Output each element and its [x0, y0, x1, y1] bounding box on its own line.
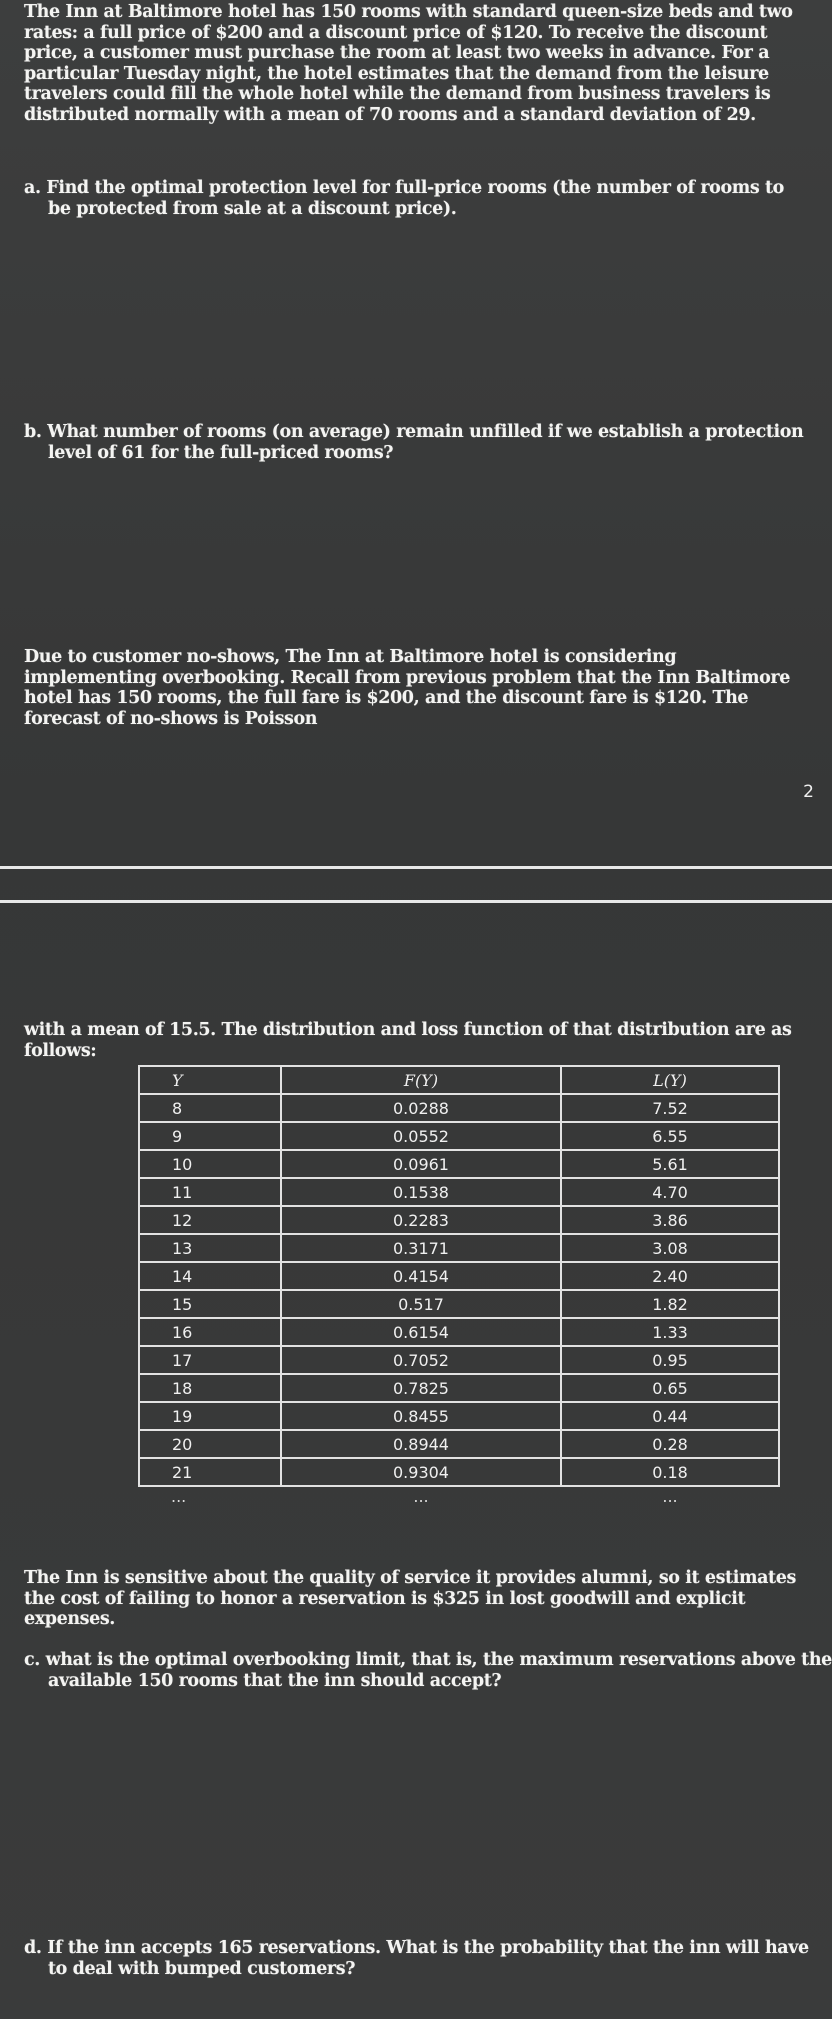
- cell-ly: 1.33: [561, 1318, 779, 1346]
- cell-y: 8: [139, 1094, 281, 1122]
- table-row: [139, 1122, 779, 1150]
- overbooking-intro: Due to customer no-shows, The Inn at Baltimore hotel is considering implementing overbooking. Recall from previous problem that the Inn Baltimore hotel has 150 rooms, the full fare is $200, and the discount fare is $120. The forecast of no-shows is Poisson: [24, 647, 790, 729]
- cell-fy: 0.6154: [281, 1318, 561, 1346]
- cell-fy: 0.7825: [281, 1374, 561, 1402]
- cell-fy: 0.7052: [281, 1346, 561, 1374]
- ellipsis-cell: ...: [171, 1487, 187, 1506]
- table-row: [139, 1458, 779, 1486]
- cell-ly: 2.40: [561, 1262, 779, 1290]
- poisson-table-container: [138, 1065, 780, 1506]
- cell-ly: 0.95: [561, 1346, 779, 1374]
- page-divider-bottom: [0, 900, 832, 903]
- cell-ly: 4.70: [561, 1178, 779, 1206]
- cell-y: 20: [139, 1430, 281, 1458]
- cell-y: 15: [139, 1290, 281, 1318]
- cell-y: 12: [139, 1206, 281, 1234]
- question-b: b. What number of rooms (on average) remain unfilled if we establish a protection level of 61 for the full-priced rooms?: [24, 422, 804, 463]
- cell-fy: 0.8944: [281, 1430, 561, 1458]
- cell-ly: 5.61: [561, 1150, 779, 1178]
- cell-ly: 3.86: [561, 1206, 779, 1234]
- table-row: [139, 1178, 779, 1206]
- table-row: [139, 1318, 779, 1346]
- cell-y: 10: [139, 1150, 281, 1178]
- cell-fy: 0.1538: [281, 1178, 561, 1206]
- table-row: [139, 1290, 779, 1318]
- cell-y: 19: [139, 1402, 281, 1430]
- cell-ly: 0.28: [561, 1430, 779, 1458]
- cell-y: 16: [139, 1318, 281, 1346]
- table-ellipsis-row: [139, 1486, 779, 1506]
- cell-y: 13: [139, 1234, 281, 1262]
- table-row: [139, 1262, 779, 1290]
- table-row: [139, 1206, 779, 1234]
- question-c: c. what is the optimal overbooking limit, that is, the maximum reservations above the available 150 rooms that the inn should accept?: [24, 1650, 832, 1691]
- page-number: 2: [803, 782, 814, 802]
- cell-fy: 0.0552: [281, 1122, 561, 1150]
- question-d: d. If the inn accepts 165 reservations. What is the probability that the inn will have to deal with bumped customers?: [24, 1938, 809, 1979]
- table-row: [139, 1374, 779, 1402]
- sensitivity-note: The Inn is sensitive about the quality of service it provides alumni, so it estimates the cost of failing to honor a reservation is $325 in lost goodwill and explicit expenses.: [24, 1568, 796, 1629]
- cell-ly: 6.55: [561, 1122, 779, 1150]
- header-fy: F(Y): [281, 1066, 561, 1094]
- cell-ly: 0.44: [561, 1402, 779, 1430]
- cell-ly: 0.18: [561, 1458, 779, 1486]
- cell-fy: 0.0288: [281, 1094, 561, 1122]
- cell-fy: 0.4154: [281, 1262, 561, 1290]
- cell-fy: 0.8455: [281, 1402, 561, 1430]
- table-body: [139, 1094, 779, 1506]
- table-row: [139, 1094, 779, 1122]
- question-a: a. Find the optimal protection level for full-price rooms (the number of rooms to be protected from sale at a discount price).: [24, 178, 784, 219]
- page-divider-top: [0, 866, 832, 869]
- cell-fy: 0.9304: [281, 1458, 561, 1486]
- cell-ly: 1.82: [561, 1290, 779, 1318]
- table-row: [139, 1430, 779, 1458]
- table-row: [139, 1346, 779, 1374]
- poisson-distribution-table: [138, 1065, 780, 1506]
- cell-y: 11: [139, 1178, 281, 1206]
- cell-fy: 0.3171: [281, 1234, 561, 1262]
- cell-y: 14: [139, 1262, 281, 1290]
- ellipsis-cell: ...: [413, 1487, 429, 1506]
- cell-fy: 0.517: [281, 1290, 561, 1318]
- table-row: [139, 1402, 779, 1430]
- cell-ly: 7.52: [561, 1094, 779, 1122]
- cell-y: 9: [139, 1122, 281, 1150]
- cell-ly: 3.08: [561, 1234, 779, 1262]
- distribution-intro: with a mean of 15.5. The distribution and loss function of that distribution are as follows:: [24, 1020, 792, 1061]
- problem-intro: The Inn at Baltimore hotel has 150 rooms with standard queen-size beds and two rates: a full price of $200 and a discount price of $120. To receive the discount price, a customer must purchase the room at least two weeks in advance. For a particular Tuesday night, the hotel estimates that the demand from the leisure travelers could fill the whole hotel while the demand from business travelers is distributed normally with a mean of 70 rooms and a standard deviation of 29.: [24, 2, 793, 125]
- cell-fy: 0.0961: [281, 1150, 561, 1178]
- table-row: [139, 1150, 779, 1178]
- ellipsis-cell: ...: [662, 1487, 678, 1506]
- cell-y: 21: [139, 1458, 281, 1486]
- cell-ly: 0.65: [561, 1374, 779, 1402]
- header-y: Y: [139, 1066, 281, 1094]
- header-ly: L(Y): [561, 1066, 779, 1094]
- table-row: [139, 1234, 779, 1262]
- table-header-row: [139, 1066, 779, 1094]
- cell-y: 18: [139, 1374, 281, 1402]
- cell-fy: 0.2283: [281, 1206, 561, 1234]
- cell-y: 17: [139, 1346, 281, 1374]
